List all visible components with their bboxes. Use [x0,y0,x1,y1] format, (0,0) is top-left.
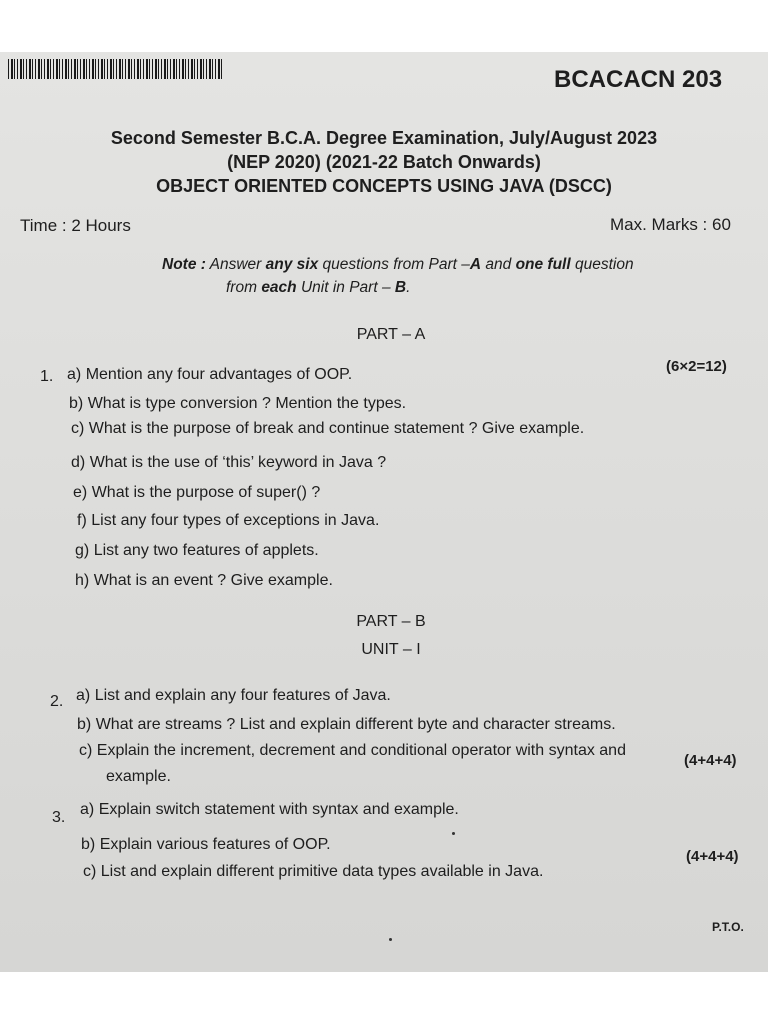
question-item [83,863,543,881]
course-title: OBJECT ORIENTED CONCEPTS USING JAVA (DSCC) [156,176,612,196]
question-number: 1. [40,368,54,385]
item-text: What is the purpose of break and continue statement ? Give example. [88,420,585,437]
note-text: from [226,279,257,296]
item-text: Explain various features of OOP. [99,836,331,853]
note-text: and [485,256,512,273]
question-number: 3. [52,809,66,826]
item-label: b) [77,716,92,733]
instructions-line-2 [226,279,410,297]
item-text: What are streams ? List and explain different byte and character streams. [95,716,616,733]
item-text: List and explain any four features of Java. [94,687,391,704]
question-item [79,742,626,760]
item-text: List and explain different primitive data types available in Java. [100,863,544,880]
item-label: h) [75,572,90,589]
note-text: . [406,279,411,296]
max-marks-label: Max. Marks : 60 [610,215,731,234]
barcode-image [8,59,222,79]
pto-label: P.T.O. [712,920,744,934]
question-item [71,454,386,472]
question-item [75,542,319,560]
part-a-heading: PART – A [356,326,426,343]
instructions-line-1 [162,256,634,274]
item-label: a) [80,801,95,818]
item-label: c) [79,742,93,759]
question-item [81,836,331,854]
item-label: g) [75,542,90,559]
note-text: question [574,256,634,273]
item-label: b) [69,395,84,412]
item-label: c) [83,863,97,880]
question-item [75,572,333,590]
exam-paper [0,52,768,972]
item-label: a) [67,366,82,383]
exam-title: Second Semester B.C.A. Degree Examination, July/August 2023 [110,128,658,148]
part-b-heading: PART – B [356,613,426,630]
question-item [80,801,459,819]
item-text: What is an event ? Give example. [93,572,333,589]
item-label: f) [77,512,87,529]
question-item [77,512,379,530]
question-marks: (4+4+4) [684,752,737,769]
note-text: Unit in Part – [300,279,391,296]
item-text: List any two features of applets. [93,542,319,559]
note-emphasis: each [261,279,297,296]
item-text: What is the purpose of super() ? [91,484,321,501]
time-label: Time : 2 Hours [20,216,131,235]
question-item [67,366,352,384]
note-emphasis: any six [265,256,319,273]
exam-subtitle: (NEP 2020) (2021-22 Batch Onwards) [227,152,541,172]
item-text: Mention any four advantages of OOP. [85,366,353,383]
paper-code: BCACACN 203 [554,66,723,93]
item-label: e) [73,484,88,501]
note-emphasis: A [469,256,482,273]
item-label: c) [71,420,85,437]
note-text: Answer [209,256,262,273]
unit-heading: UNIT – I [361,641,421,658]
item-text: What is the use of ‘this’ keyword in Java ? [89,454,387,471]
note-emphasis: one full [515,256,571,273]
question-marks: (4+4+4) [686,848,739,865]
note-label: Note : [162,256,206,273]
item-label: b) [81,836,96,853]
item-text: Explain the increment, decrement and conditional operator with syntax and [96,742,626,759]
item-text: What is type conversion ? Mention the types. [87,395,407,412]
question-item [71,420,584,438]
ink-speck [452,832,455,835]
ink-speck [389,938,392,941]
question-item [76,687,391,705]
question-marks: (6×2=12) [666,358,727,375]
question-number: 2. [50,693,64,710]
question-item [77,716,616,734]
note-text: questions from Part – [322,256,470,273]
item-text: Explain switch statement with syntax and example. [98,801,459,818]
note-emphasis: B [394,279,407,296]
item-label: d) [71,454,86,471]
item-label: a) [76,687,91,704]
question-item [69,395,406,413]
question-item [73,484,320,502]
item-text: List any four types of exceptions in Java. [91,512,380,529]
question-item-continuation: example. [106,768,171,785]
